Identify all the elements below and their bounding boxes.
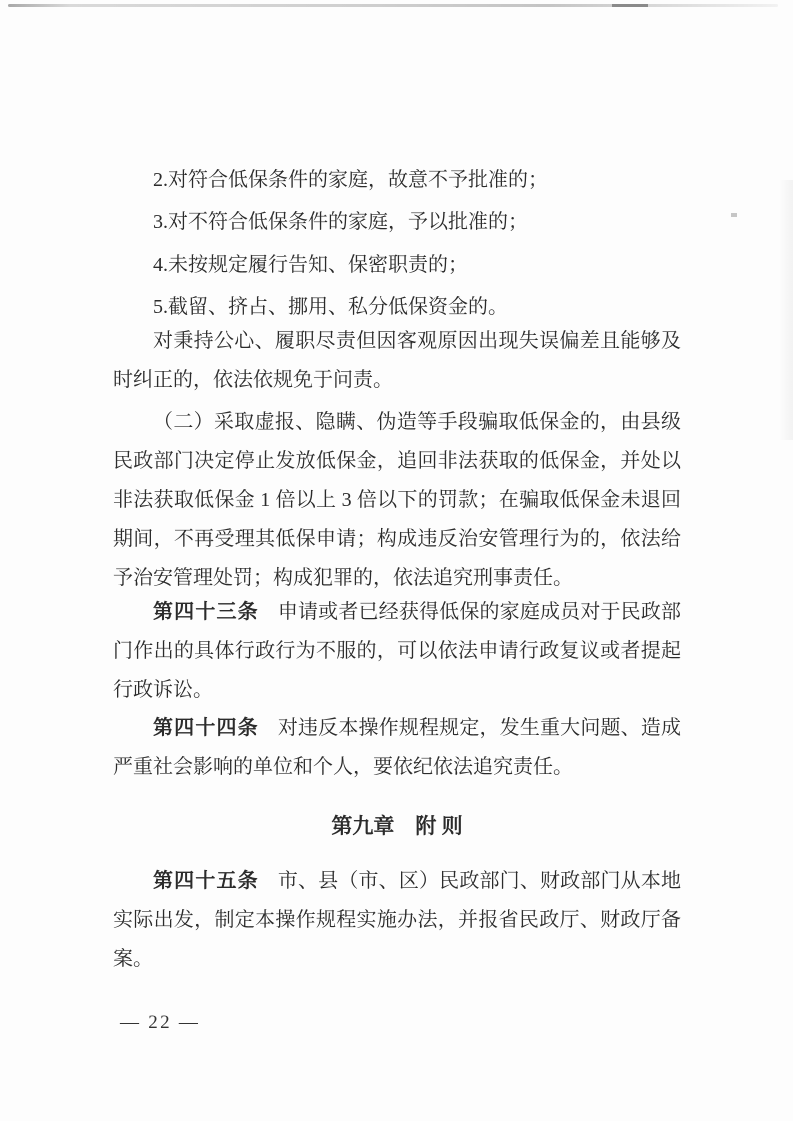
article-43 [113, 593, 681, 710]
scan-artifact-speck [731, 213, 737, 217]
article-45-number: 第四十五条 [153, 870, 259, 892]
article-44-text: 对违反本操作规程规定，发生重大问题、造成严重社会影响的单位和个人，要依纪依法追究责任。 [113, 717, 682, 778]
list-item-3: 3.对不符合低保条件的家庭，予以批准的； [153, 211, 528, 233]
scan-artifact-right-shade [779, 180, 793, 440]
scan-artifact-top-line [8, 4, 778, 7]
list-item-5: 5.截留、挤占、挪用、私分低保资金的。 [153, 296, 508, 318]
list-item-4: 4.未按规定履行告知、保密职责的； [153, 254, 468, 276]
article-44-number: 第四十四条 [153, 717, 259, 739]
article-43-number: 第四十三条 [153, 601, 259, 623]
list-item-2: 2.对符合低保条件的家庭，故意不予批准的； [153, 169, 548, 191]
paragraph-clause-2: （二）采取虚报、隐瞒、伪造等手段骗取低保金的，由县级民政部门决定停止发放低保金，追回非法获取的低保金，并处以非法获取低保金 1 倍以上 3 倍以下的罚款；在骗取低保金未退回期间，不再受理其低保申请；构成违反治安管理行为的，依法给予治安管理处罚；构成犯罪的，依法追究刑事责任。 [113, 411, 681, 589]
paragraph-exemption: 对秉持公心、履职尽责但因客观原因出现失误偏差且能够及时纠正的，依法依规免于问责。 [113, 330, 681, 391]
article-44 [113, 709, 681, 787]
scan-artifact-top-dark-segment [612, 4, 648, 7]
article-43-text: 申请或者已经获得低保的家庭成员对于民政部门作出的具体行政行为不服的，可以依法申请行政复议或者提起行政诉讼。 [113, 601, 682, 701]
chapter-heading: 第九章 附 则 [331, 814, 463, 838]
page-number: — 22 — [120, 1012, 201, 1033]
article-45-text: 市、县（市、区）民政部门、财政部门从本地实际出发，制定本操作规程实施办法，并报省民政厅、财政厅备案。 [113, 870, 682, 970]
article-45 [113, 862, 681, 979]
